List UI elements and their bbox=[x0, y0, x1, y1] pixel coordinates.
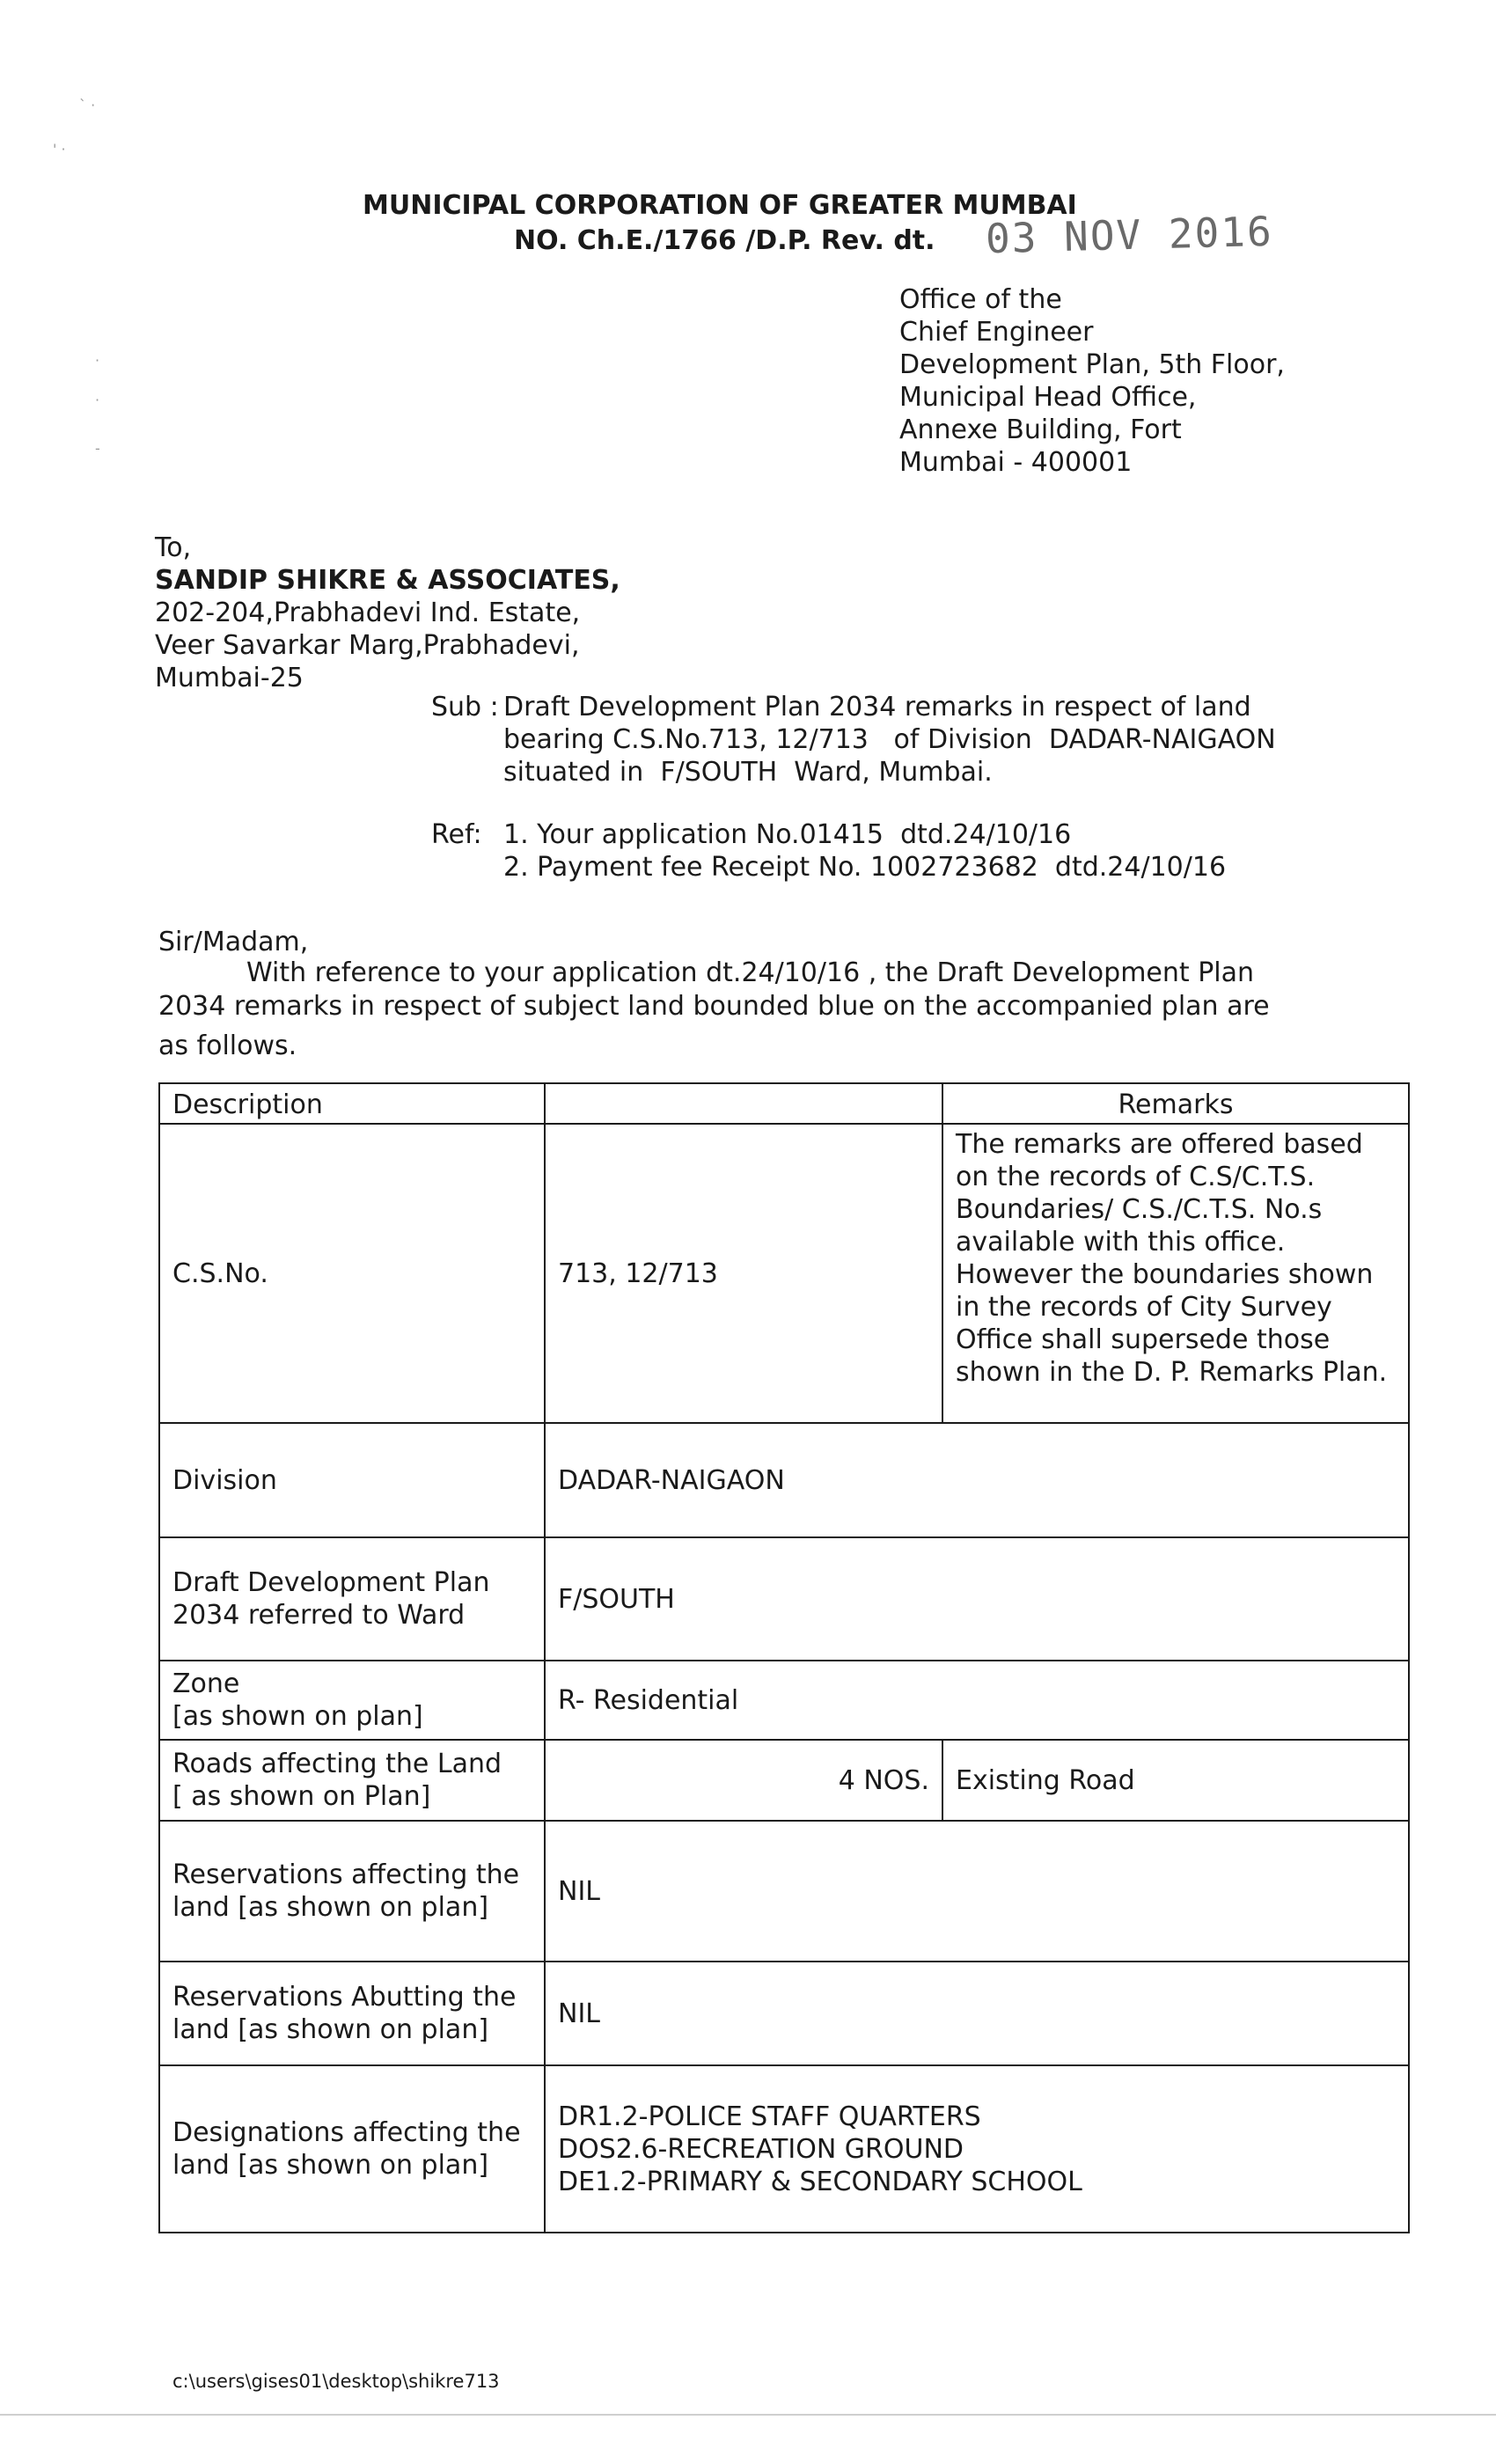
to-label: To, bbox=[155, 532, 192, 563]
row-description-line: Draft Development Plan bbox=[172, 1567, 490, 1598]
table-row bbox=[159, 1962, 1409, 2065]
row-value bbox=[545, 2065, 1409, 2233]
org-title: MUNICIPAL CORPORATION OF GREATER MUMBAI bbox=[363, 190, 1077, 221]
table-row bbox=[159, 1740, 1409, 1821]
row-description bbox=[159, 2065, 545, 2233]
designation-line: DE1.2-PRIMARY & SECONDARY SCHOOL bbox=[558, 2166, 1082, 2197]
row-description-line: land [as shown on plan] bbox=[172, 1892, 489, 1923]
row-description: C.S.No. bbox=[159, 1124, 545, 1423]
office-address-line: Chief Engineer bbox=[899, 317, 1094, 348]
row-value: F/SOUTH bbox=[545, 1537, 1409, 1661]
row-value: 4 NOS. bbox=[545, 1740, 942, 1821]
row-description bbox=[159, 1962, 545, 2065]
row-description-line: Reservations Abutting the bbox=[172, 1982, 517, 2013]
subject-text bbox=[503, 691, 1276, 788]
reference-item: 1. Your application No.01415 dtd.24/10/16 bbox=[503, 819, 1072, 850]
row-description-line: land [as shown on plan] bbox=[172, 2014, 489, 2045]
designation-line: DR1.2-POLICE STAFF QUARTERS bbox=[558, 2101, 981, 2132]
office-address-line: Mumbai - 400001 bbox=[899, 447, 1133, 478]
row-remarks: Existing Road bbox=[942, 1740, 1409, 1821]
subject-line: Draft Development Plan 2034 remarks in respect of land bbox=[503, 692, 1251, 722]
row-description-line: Roads affecting the Land bbox=[172, 1749, 502, 1779]
scan-speck: · bbox=[95, 392, 100, 408]
row-description-line: 2034 referred to Ward bbox=[172, 1600, 466, 1631]
subject-label: Sub : bbox=[431, 692, 499, 722]
salutation: Sir/Madam, bbox=[158, 927, 309, 957]
table-row bbox=[159, 1661, 1409, 1740]
row-description bbox=[159, 1661, 545, 1740]
row-description bbox=[159, 1821, 545, 1962]
office-address-line: Annexe Building, Fort bbox=[899, 414, 1182, 445]
table-row bbox=[159, 1821, 1409, 1962]
remarks-table bbox=[158, 1082, 1410, 2233]
body-line: With reference to your application dt.24/10/16 , the Draft Development Plan bbox=[246, 957, 1255, 988]
table-row bbox=[159, 1423, 1409, 1537]
subject-line: situated in F/SOUTH Ward, Mumbai. bbox=[503, 757, 993, 788]
row-remarks: The remarks are offered based on the records of C.S/C.T.S. Boundaries/ C.S./C.T.S. No.s available with this office. However the boundaries shown in the records of City Survey Office shall supersede those shown in the D. P. Remarks Plan. bbox=[942, 1124, 1409, 1423]
reference-item: 2. Payment fee Receipt No. 1002723682 dtd.24/10/16 bbox=[503, 852, 1227, 883]
column-header-value bbox=[545, 1083, 942, 1124]
office-address bbox=[899, 283, 1285, 479]
row-value: 713, 12/713 bbox=[545, 1124, 942, 1423]
row-description-line: Zone bbox=[172, 1668, 240, 1699]
row-description bbox=[159, 1537, 545, 1661]
reference-label: Ref: bbox=[431, 819, 482, 850]
recipient-address-line: Veer Savarkar Marg,Prabhadevi, bbox=[155, 630, 580, 661]
recipient-address-line: Mumbai-25 bbox=[155, 663, 304, 693]
scan-speck: ` · bbox=[79, 97, 96, 114]
reference-list bbox=[503, 818, 1226, 884]
recipient-address-line: 202-204,Prabhadevi Ind. Estate, bbox=[155, 598, 581, 628]
file-path-footer: c:\users\gises01\desktop\shikre713 bbox=[172, 2371, 500, 2392]
date-stamp: 03 NOV 2016 bbox=[985, 207, 1274, 263]
table-row bbox=[159, 1537, 1409, 1661]
reference-number: NO. Ch.E./1766 /D.P. Rev. dt. bbox=[514, 225, 935, 256]
row-description-line: Reservations affecting the bbox=[172, 1859, 520, 1890]
column-header-description: Description bbox=[159, 1083, 545, 1124]
row-description-line: [as shown on plan] bbox=[172, 1701, 423, 1732]
scan-speck: - bbox=[95, 440, 100, 457]
table-row bbox=[159, 2065, 1409, 2233]
subject-line: bearing C.S.No.713, 12/713 of Division DADAR-NAIGAON bbox=[503, 724, 1276, 755]
row-description: Division bbox=[159, 1423, 545, 1537]
row-value: DADAR-NAIGAON bbox=[545, 1423, 1409, 1537]
row-description-line: [ as shown on Plan] bbox=[172, 1781, 431, 1812]
table-row bbox=[159, 1124, 1409, 1423]
table-header-row bbox=[159, 1083, 1409, 1124]
row-value: NIL bbox=[545, 1962, 1409, 2065]
designation-line: DOS2.6-RECREATION GROUND bbox=[558, 2133, 964, 2165]
page-bottom-rule bbox=[0, 2414, 1496, 2416]
column-header-remarks: Remarks bbox=[942, 1083, 1409, 1124]
office-address-line: Office of the bbox=[899, 284, 1062, 315]
scan-speck: ' · bbox=[53, 141, 66, 158]
row-description-line: Designations affecting the bbox=[172, 2117, 521, 2148]
recipient-block bbox=[155, 532, 620, 694]
recipient-name: SANDIP SHIKRE & ASSOCIATES, bbox=[155, 565, 620, 596]
row-description bbox=[159, 1740, 545, 1821]
body-line: as follows. bbox=[158, 1030, 297, 1061]
row-value: R- Residential bbox=[545, 1661, 1409, 1740]
office-address-line: Development Plan, 5th Floor, bbox=[899, 349, 1285, 380]
body-line: 2034 remarks in respect of subject land bounded blue on the accompanied plan are bbox=[158, 991, 1270, 1022]
office-address-line: Municipal Head Office, bbox=[899, 382, 1197, 413]
row-description-line: land [as shown on plan] bbox=[172, 2150, 489, 2181]
row-value: NIL bbox=[545, 1821, 1409, 1962]
scan-speck: · bbox=[95, 352, 100, 369]
